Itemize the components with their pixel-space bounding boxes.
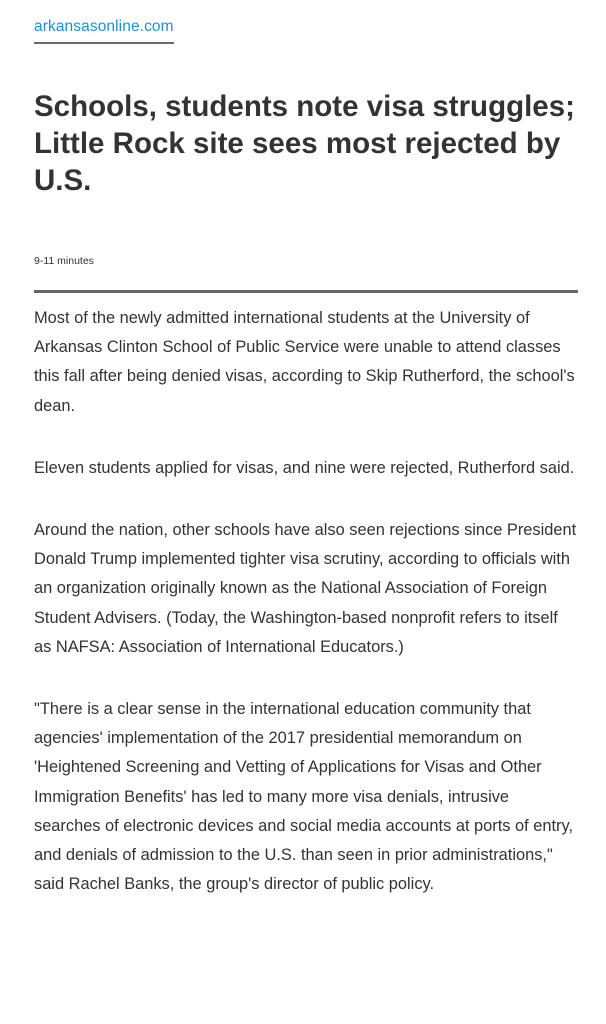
source-domain-link[interactable]: arkansasonline.com xyxy=(34,18,174,44)
article-headline: Schools, students note visa struggles; Little Rock site sees most rejected by U.S. xyxy=(34,90,575,197)
article-body xyxy=(34,304,578,899)
reading-time: 9-11 minutes xyxy=(34,255,94,267)
site-header xyxy=(34,0,578,45)
article-paragraph: Most of the newly admitted international students at the University of Arkansas Clinton School of Public Service were unable to attend classes this fall after being denied visas, according to Skip Rutherford, the school's dean. xyxy=(34,309,575,415)
article-paragraph: "There is a clear sense in the international education community that agencies' implementation of the 2017 presidential memorandum on 'Heightened Screening and Vetting of Applications for Visas and Other Immigration Benefits' has led to many more visa denials, intrusive searches of electronic devices and social media accounts at ports of entry, and denials of admission to the U.S. than seen in prior administrations," said Rachel Banks, the group's director of public policy. xyxy=(34,700,574,894)
article-paragraph: Eleven students applied for visas, and nine were rejected, Rutherford said. xyxy=(34,458,575,477)
article-paragraph: Around the nation, other schools have also seen rejections since President Donald Trump implemented tighter visa scrutiny, according to officials with an organization originally known as the National Association of Foreign Student Advisers. (Today, the Washington-based nonprofit refers to itself as NAFSA: Association of International Educators.) xyxy=(34,521,577,656)
header-divider xyxy=(34,290,578,293)
